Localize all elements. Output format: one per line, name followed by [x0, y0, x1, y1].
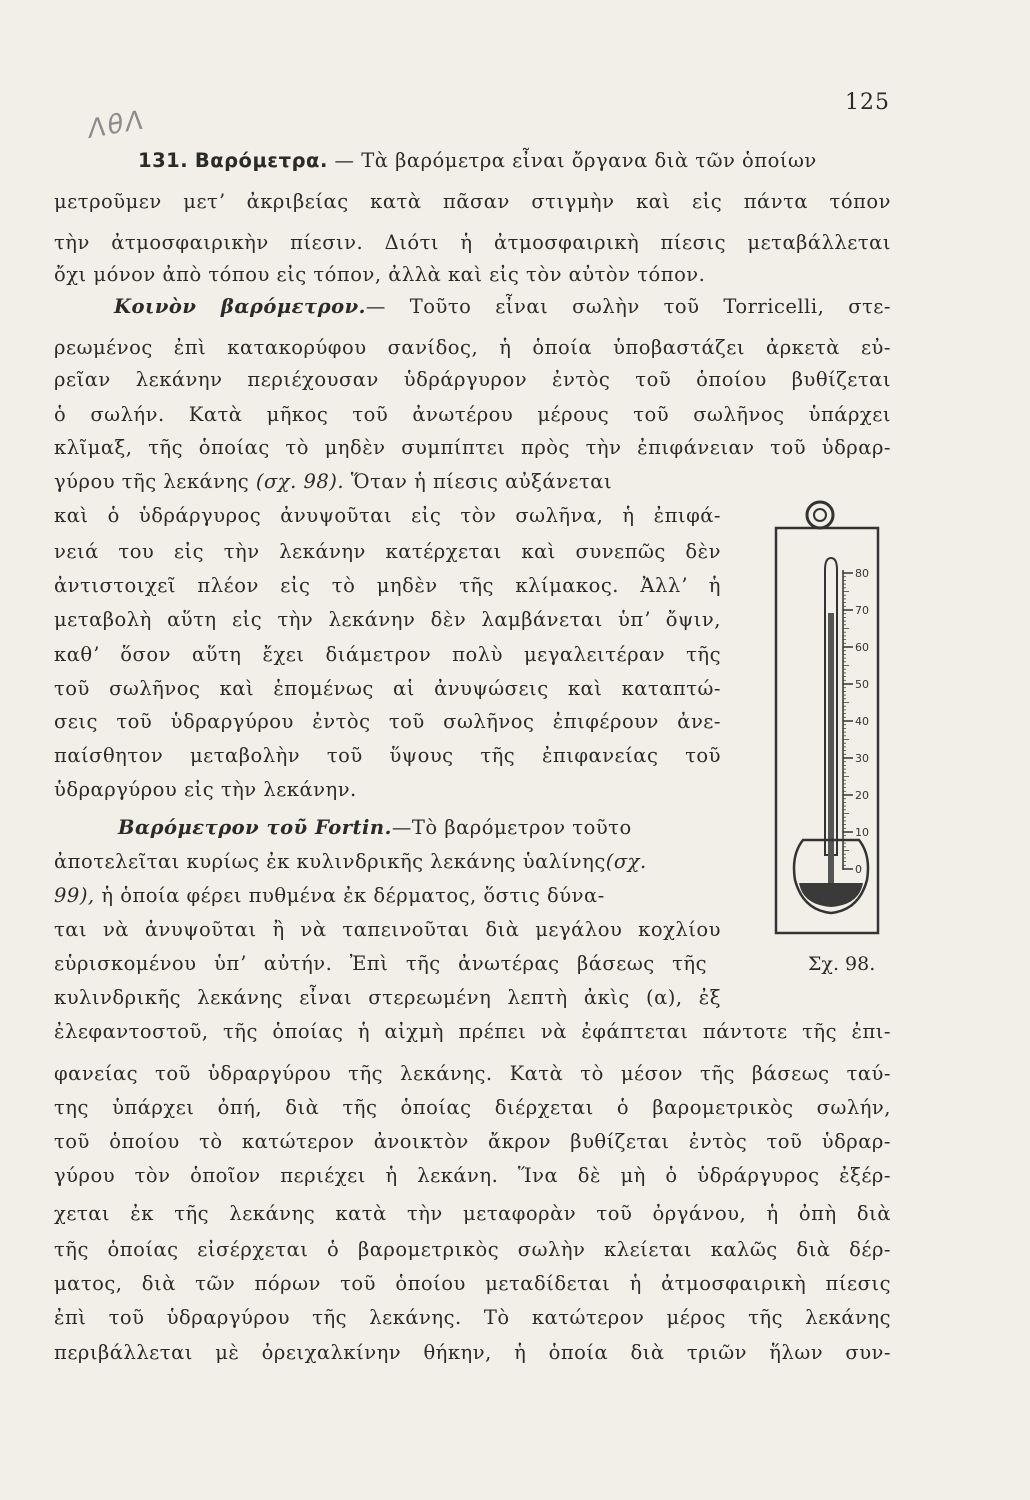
body-line: κλῖμαξ, τῆς ὁποίας τὸ μηδὲν συμπίπτει πρὸς τὴν ἐπιφάνειαν τοῦ ὑδραρ-	[54, 436, 891, 459]
body-line: νειά του εἰς τὴν λεκάνην κατέρχεται καὶ συνεπῶς δὲν	[54, 540, 721, 563]
body-line: ματος, διὰ τῶν πόρων τοῦ ὁποίου μεταδίδεται ἡ ἀτμοσφαιρικὴ πίεσις	[54, 1272, 891, 1295]
body-text: Ὅταν ἡ πίεσις αὐξάνεται	[344, 470, 613, 493]
subheading-line	[114, 293, 891, 321]
barometer-illustration	[773, 495, 883, 940]
mercury-column	[828, 613, 834, 903]
body-line: καθʼ ὅσον αὕτη ἔχει διάμετρον πολὺ μεγαλειτέραν τῆς	[54, 643, 721, 666]
scale-label: 10	[855, 826, 869, 839]
figure-caption: Σχ. 98.	[808, 953, 876, 975]
section-heading-line	[138, 147, 817, 175]
scale-label: 40	[855, 715, 869, 728]
scale-label: 20	[855, 789, 869, 802]
body-line: ρεῖαν λεκάνην περιέχουσαν ὑδράργυρον ἐντὸς τοῦ ὁποίου βυθίζεται	[54, 368, 891, 391]
subheading-common-barometer: Κοινὸν βαρόμετρον.	[114, 295, 366, 318]
subheading-fortin: Βαρόμετρον τοῦ Fortin.	[118, 816, 392, 839]
body-line: χεται ἐκ τῆς λεκάνης κατὰ τὴν μεταφορὰν τοῦ ὀργάνου, ἡ ὀπὴ διὰ	[54, 1202, 891, 1225]
body-line: ὑδραργύρου εἰς τὴν λεκάνην.	[54, 778, 357, 801]
body-line: ται νὰ ἀνυψοῦται ἢ νὰ ταπεινοῦται διὰ μεγάλου κοχλίου	[54, 918, 721, 941]
scale-label: 0	[855, 863, 862, 876]
body-line: ἐλεφαντοστοῦ, τῆς ὁποίας ἡ αἰχμὴ πρέπει νὰ ἐφάπτεται πάντοτε τῆς ἐπι-	[54, 1020, 891, 1043]
body-line: ἀντιστοιχεῖ πλέον εἰς τὸ μηδὲν τῆς κλίμακος. Ἀλλʼ ἡ	[54, 574, 721, 597]
body-text: — Τοῦτο εἶναι σωλὴν τοῦ Torricelli, στε-	[365, 295, 892, 318]
body-text: —Τὸ βαρόμετρον τοῦτο	[391, 816, 632, 839]
body-line: ὄχι μόνον ἀπὸ τόπου εἰς τόπον, ἀλλὰ καὶ εἰς τὸν αὐτὸν τόπον.	[54, 263, 706, 286]
body-line: γύρου τὸν ὁποῖον περιέχει ἡ λεκάνη. Ἵνα δὲ μὴ ὁ ὑδράργυρος ἐξέρ-	[54, 1164, 891, 1187]
figure-reference: (σχ.	[605, 850, 647, 873]
body-line: σεις τοῦ ὑδραργύρου ἐντὸς τοῦ σωλῆνος ἐπιφέρουν ἀνε-	[54, 710, 721, 733]
body-text: ἡ ὁποία φέρει πυθμένα ἐκ δέρματος, ὅστις δύνα-	[94, 884, 605, 907]
section-number: 131.	[138, 149, 189, 172]
hanging-ring	[807, 502, 833, 528]
figure-reference: 99),	[54, 884, 95, 907]
body-line: φανείας τοῦ ὑδραργύρου τῆς λεκάνης. Κατὰ τὸ μέσον τῆς βάσεως ταύ-	[54, 1062, 891, 1085]
body-line: ρεωμένος ἐπὶ κατακορύφου σανίδος, ἡ ὁποία ὑποβαστάζει ἀρκετὰ εὐ-	[54, 336, 891, 359]
scale-labels	[855, 567, 869, 876]
scale-label: 30	[855, 752, 869, 765]
body-line	[54, 882, 605, 910]
body-line: εὑρισκομένου ὑπʼ αὐτήν. Ἐπὶ τῆς ἀνωτέρας βάσεως τῆς	[54, 952, 707, 975]
body-text: ἀποτελεῖται κυρίως ἐκ κυλινδρικῆς λεκάνης ὑαλίνης	[54, 850, 606, 873]
body-line: της ὑπάρχει ὀπή, διὰ τῆς ὁποίας διέρχεται ὁ βαρομετρικὸς σωλήν,	[54, 1096, 891, 1119]
body-line: τοῦ σωλῆνος καὶ ἑπομένως αἱ ἀνυψώσεις καὶ καταπτώ-	[54, 677, 721, 700]
subheading-line	[118, 814, 632, 842]
body-line: παίσθητον μεταβολὴν τοῦ ὕψους τῆς ἐπιφανείας τοῦ	[54, 744, 721, 767]
body-line: κυλινδρικῆς λεκάνης εἶναι στερεωμένη λεπτὴ ἀκὶς (α), ἐξ	[54, 986, 721, 1009]
body-line	[54, 468, 612, 496]
body-line: καὶ ὁ ὑδράργυρος ἀνυψοῦται εἰς τὸν σωλῆνα, ἡ ἐπιφά-	[54, 504, 721, 527]
scale-label: 70	[855, 604, 869, 617]
body-line: τῆς ὁποίας εἰσέρχεται ὁ βαρομετρικὸς σωλὴν κλείεται καλῶς διὰ δέρ-	[54, 1238, 891, 1261]
scale-ticks	[843, 573, 853, 869]
hanging-ring-inner	[814, 509, 826, 521]
section-title: Βαρόμετρα.	[194, 149, 328, 172]
scale-label: 60	[855, 641, 869, 654]
mounting-board	[776, 528, 878, 933]
body-line: τὴν ἀτμοσφαιρικὴν πίεσιν. Διότι ἡ ἀτμοσφαιρικὴ πίεσις μεταβάλλεται	[54, 231, 891, 254]
scale-label: 80	[855, 567, 869, 580]
body-line	[54, 848, 647, 876]
scale-label: 50	[855, 678, 869, 691]
body-line: μετροῦμεν μετʼ ἀκριβείας κατὰ πᾶσαν στιγμὴν καὶ εἰς πάντα τόπον	[54, 190, 891, 213]
body-line: περιβάλλεται μὲ ὀρειχαλκίνην θήκην, ἡ ὁποία διὰ τριῶν ἥλων συν-	[54, 1341, 891, 1364]
handwritten-annotation: ΛθΛ	[85, 105, 148, 145]
body-text: — Τὰ βαρόμετρα εἶναι ὄργανα διὰ τῶν ὁποίων	[327, 149, 817, 172]
body-line: τοῦ ὁποίου τὸ κατώτερον ἀνοικτὸν ἄκρον βυθίζεται ἐντὸς τοῦ ὑδραρ-	[54, 1130, 891, 1153]
figure-reference: (σχ. 98).	[255, 470, 345, 493]
body-line: ὁ σωλήν. Κατὰ μῆκος τοῦ ἀνωτέρου μέρους τοῦ σωλῆνος ὑπάρχει	[54, 403, 891, 426]
body-line: μεταβολὴ αὕτη εἰς τὴν λεκάνην δὲν λαμβάνεται ὑπʼ ὄψιν,	[54, 608, 721, 631]
body-line: ἐπὶ τοῦ ὑδραργύρου τῆς λεκάνης. Τὸ κατώτερον μέρος τῆς λεκάνης	[54, 1306, 891, 1329]
page-number: 125	[845, 90, 890, 115]
body-text: γύρου τῆς λεκάνης	[54, 470, 256, 493]
